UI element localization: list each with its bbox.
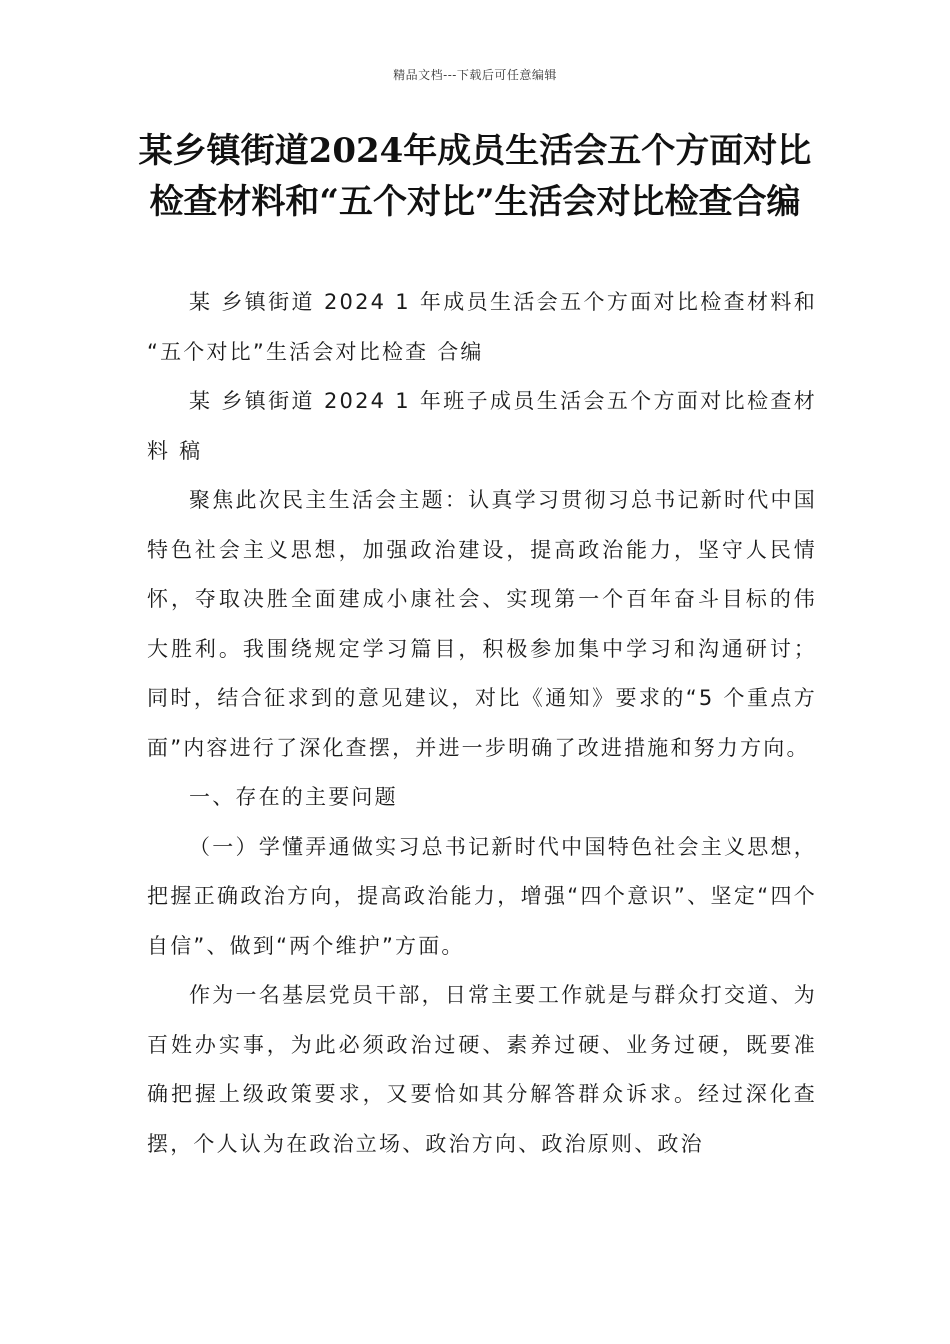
paragraph-body: 作为一名基层党员干部，日常主要工作就是与群众打交道、为百姓办实事，为此必须政治过硬、素养过硬、业务过硬，既要准确把握上级政策要求，又要恰如其分解答群众诉求。经过深化查摆，个人认为在政治立场、政治方向、政治原则、政治 (147, 983, 817, 1156)
document-body (147, 278, 817, 1169)
header-note: 精品文档---下载后可任意编辑 (393, 68, 557, 82)
paragraph-intro: 聚焦此次民主生活会主题：认真学习贯彻习总书记新时代中国特色社会主义思想，加强政治建设，提高政治能力，坚守人民情怀，夺取决胜全面建成小康社会、实现第一个百年奋斗目标的伟大胜利。我围绕规定学习篇目，积极参加集中学习和沟通研讨；同时，结合征求到的意见建议，对比《通知》要求的“5 个重点方面”内容进行了深化查摆，并进一步明确了改进措施和努力方向。 (147, 488, 817, 760)
subsection-heading: （一）学懂弄通做实习总书记新时代中国特色社会主义思想，把握正确政治方向，提高政治能力，增强“四个意识”、坚定“四个自信”、做到“两个维护”方面。 (147, 834, 817, 958)
document-title: 某乡镇街道2024年成员生活会五个方面对比检查材料和“五个对比”生活会对比检查合编 (138, 131, 812, 222)
section-heading: 一、存在的主要问题 (189, 785, 398, 809)
paragraph-subtitle-1: 某 乡镇街道 2024 1 年成员生活会五个方面对比检查材料和 “五个对比”生活会对比检查 合编 (147, 290, 817, 364)
paragraph-subtitle-2: 某 乡镇街道 2024 1 年班子成员生活会五个方面对比检查材料 稿 (147, 389, 817, 463)
